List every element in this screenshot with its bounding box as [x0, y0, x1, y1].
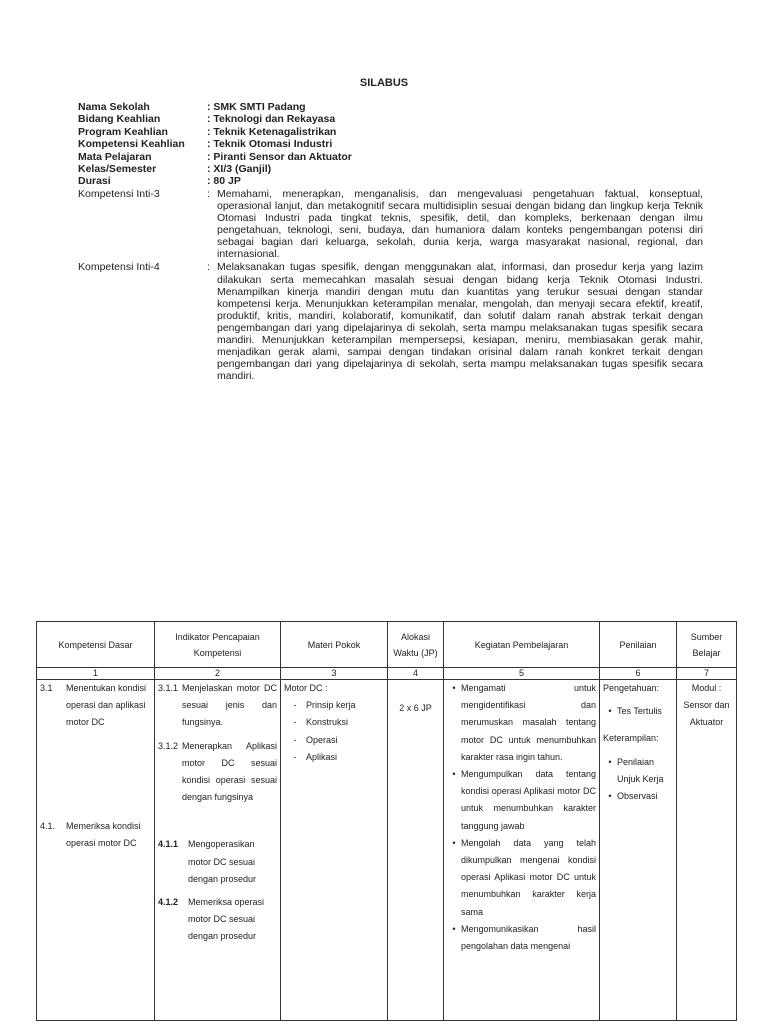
materi-pokok-cell — [281, 680, 388, 1021]
identity-label: Program Keahlian — [78, 125, 168, 138]
alokasi-value: 2 x 6 JP — [399, 703, 432, 713]
header-kegiatan: Kegiatan Pembelajaran — [444, 622, 600, 668]
ki3-colon: : — [207, 187, 210, 200]
assessment-item: • Penilaian Unjuk Kerja — [608, 756, 664, 784]
penilaian-cell — [600, 680, 677, 1021]
assessment-item: • Observasi — [608, 791, 658, 802]
indicator-item — [158, 738, 277, 807]
indicator-item — [158, 836, 277, 888]
core-competency-4 — [78, 261, 703, 382]
table-header-row — [37, 622, 737, 668]
assessment-item: • Tes Tertulis — [608, 706, 662, 717]
activity-item: • Mengomunikasikan hasil pengolahan data mengenai — [452, 923, 596, 952]
header-alokasi-waktu: Alokasi Waktu (JP) — [388, 622, 444, 668]
kd-item — [40, 680, 151, 732]
materi-item: - Konstruksi — [293, 717, 349, 728]
indicator-item — [158, 680, 277, 732]
materi-title: Motor DC : — [284, 683, 328, 693]
identity-row-competency — [78, 138, 703, 150]
identity-value: : SMK SMTI Padang — [207, 101, 306, 113]
materi-item: - Aplikasi — [293, 751, 338, 762]
kd-number: 3.1 — [40, 683, 53, 693]
activity-item: • Mengumpulkan data tentang kondisi operasi Aplikasi motor DC untuk menumbuhkan karakter tanggung jawab — [452, 769, 596, 831]
column-number: 3 — [281, 668, 388, 680]
identity-label: Bidang Keahlian — [78, 113, 161, 126]
indicator-text: Menjelaskan motor DC sesuai jenis dan fungsinya. — [182, 683, 277, 728]
indicator-text: Mengoperasikan motor DC sesuai dengan prosedur — [188, 839, 257, 884]
identity-row-school — [78, 101, 703, 113]
identity-label: Mata Pelajaran — [78, 150, 152, 163]
syllabus-table — [36, 621, 737, 1021]
header-indikator: Indikator Pencapaian Kompetensi — [155, 622, 281, 668]
identity-label: Kompetensi Keahlian — [78, 138, 185, 151]
identity-value: : Teknik Otomasi Industri — [207, 138, 333, 151]
identity-label: Nama Sekolah — [78, 101, 150, 113]
kd-text: Memeriksa kondisi operasi motor DC — [66, 820, 141, 848]
identity-value: : XI/3 (Ganjil) — [207, 163, 272, 176]
identity-row-subject — [78, 151, 703, 163]
materi-item: - Prinsip kerja — [293, 700, 356, 711]
column-number: 7 — [677, 668, 737, 680]
indicator-item — [158, 894, 277, 946]
ki4-label: Kompetensi Inti-4 — [78, 261, 160, 274]
indicator-number: 3.1.2 — [158, 740, 179, 751]
indicator-text: Memeriksa operasi motor DC sesuai dengan prosedur — [188, 897, 265, 942]
column-number: 1 — [37, 668, 155, 680]
penilaian-knowledge-label: Pengetahuan: — [603, 683, 660, 693]
kd-item — [40, 818, 151, 852]
identity-label: Kelas/Semester — [78, 163, 157, 176]
header-sumber-belajar: Sumber Belajar — [677, 622, 737, 668]
indicator-number: 4.1.2 — [158, 897, 179, 908]
activity-item: • Mengamati untuk mengidentifikasi dan merumuskan masalah tentang motor DC untuk menumbuhkan karakter rasa ingin tahun. — [452, 683, 596, 762]
identity-label: Durasi — [78, 175, 111, 188]
identity-value: : Teknik Ketenagalistrikan — [207, 125, 337, 138]
identity-row-field — [78, 113, 703, 125]
indikator-cell — [155, 680, 281, 1021]
kd-text: Menentukan kondisi operasi dan aplikasi motor DC — [66, 683, 147, 728]
kegiatan-cell — [444, 680, 600, 1021]
kompetensi-dasar-cell — [37, 680, 155, 1021]
document-title: SILABUS — [359, 77, 409, 89]
identity-block — [78, 101, 703, 382]
identity-row-class — [78, 163, 703, 175]
header-materi-pokok: Materi Pokok — [281, 622, 388, 668]
header-penilaian: Penilaian — [600, 622, 677, 668]
table-row — [37, 680, 737, 1021]
sumber-belajar-cell — [677, 680, 737, 1021]
column-number: 5 — [444, 668, 600, 680]
activity-item: • Mengolah data yang telah dikumpulkan mengenai kondisi operasi Aplikasi motor DC untuk menumbuhkan karakter kerja sama — [452, 837, 596, 917]
ki3-text: Memahami, menerapkan, menganalisis, dan mengevaluasi pengetahuan faktual, konseptual, operasional lanjut, dan metakognitif secara multidisiplin sesuai dengan bidang dan lingkup kerja Teknik Otomasi Industri pada tingkat teknis, spesifik, detil, dan kompleks, berkenaan dengan ilmu pengetahuan, teknologi, seni, budaya, dan humaniora dalam konteks pengembangan potensi diri sebagai bagian dari keluarga, sekolah, dunia kerja, warga masyarakat nasional, regional, dan internasional. — [217, 187, 703, 261]
ki3-label: Kompetensi Inti-3 — [78, 187, 160, 200]
source-text: Modul : Sensor dan Aktuator — [683, 683, 730, 728]
identity-value: : Piranti Sensor dan Aktuator — [207, 150, 352, 163]
indicator-number: 4.1.1 — [158, 839, 179, 850]
column-number: 6 — [600, 668, 677, 680]
materi-item: - Operasi — [293, 734, 338, 745]
column-number: 2 — [155, 668, 281, 680]
identity-row-program — [78, 126, 703, 138]
table-number-row — [37, 668, 737, 680]
core-competency-3 — [78, 188, 703, 261]
alokasi-waktu-cell — [388, 680, 444, 1021]
indicator-number: 3.1.1 — [158, 683, 179, 693]
ki4-colon: : — [207, 261, 210, 274]
ki4-text: Melaksanakan tugas spesifik, dengan menggunakan alat, informasi, dan prosedur kerja yang lazim dilakukan serta memecahkan masalah sesuai dengan bidang kerja Teknik Otomasi Industri. Menampilkan kinerja mandiri dengan mutu dan kuantitas yang terukur sesuai dengan standar kompetensi kerja. Menunjukkan keterampilan menalar, mengolah, dan menyaji secara efektif, kreatif, produktif, kritis, mandiri, kolaboratif, komunikatif, dan solutif dalam ranah abstrak terkait dengan pengembangan dari yang dipelajarinya di sekolah, serta mampu melaksanakan tugas spesifik secara mandiri. Menunjukkan keterampilan mempersepsi, kesiapan, meniru, membiasakan gerak mahir, menjadikan gerak alami, sampai dengan tindakan orisinal dalam ranah konkret terkait dengan pengembangan dari yang dipelajarinya di sekolah, serta mampu melaksanakan tugas spesifik secara mandiri. — [217, 261, 703, 383]
indicator-text: Menerapkan Aplikasi motor DC sesuai kondisi operasi sesuai dengan fungsinya — [182, 740, 277, 803]
identity-row-duration — [78, 175, 703, 187]
header-kompetensi-dasar: Kompetensi Dasar — [37, 622, 155, 668]
column-number: 4 — [388, 668, 444, 680]
identity-value: : Teknologi dan Rekayasa — [207, 113, 336, 126]
penilaian-skill-label: Keterampilan: — [603, 733, 659, 744]
kd-number: 4.1. — [40, 820, 56, 831]
identity-value: : 80 JP — [207, 175, 241, 188]
